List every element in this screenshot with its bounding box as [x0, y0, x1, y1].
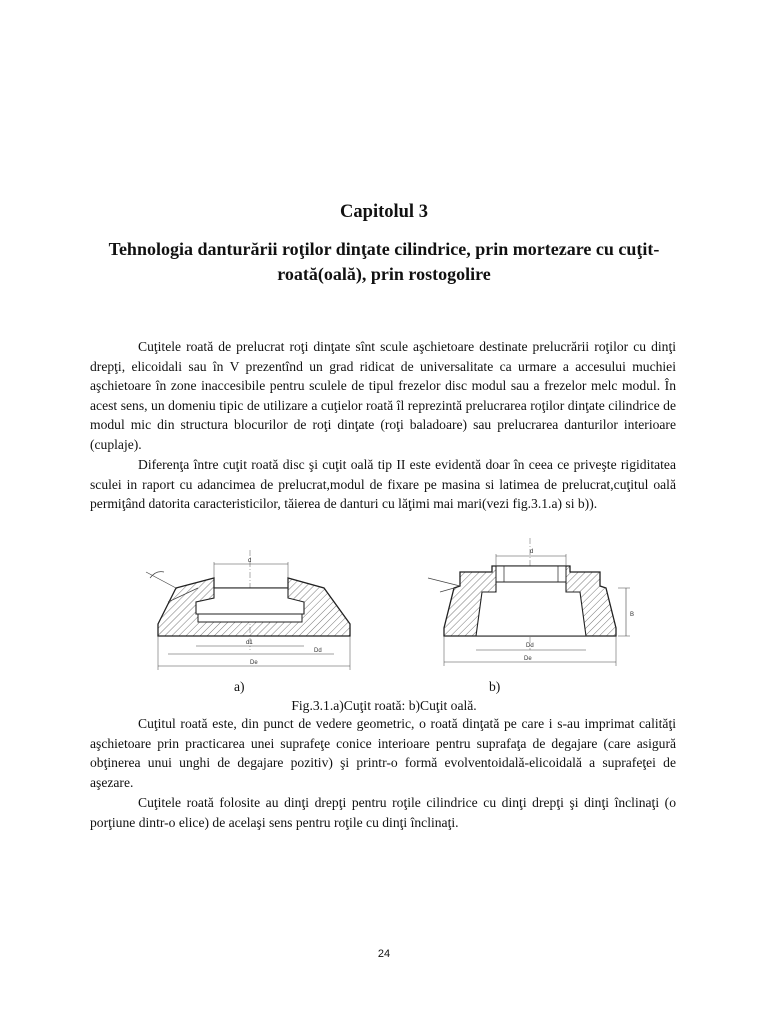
- paragraph-1: Cuţitele roată de prelucrat roţi dinţate sînt scule aşchietoare destinate prelucrării roţilor cu dinţi drepţi, elicoidali sau în V prezentînd un grad ridicat de universalitate ca urmare a accesului muchiei aşchietoare în zone inaccesibile pentru sculele de tipul frezelor disc modul sau a frezelor melc modul. În acest sens, un domeniu tipic de utilizare a cuţielor roată îl reprezintă prelucrarea roţilor dinţate cilindrice de modul mic din structura blocurilor de roţi dinţate (roţi baladoare) sau prelucrarea danturilor interioare (cuplaje).: [90, 339, 676, 452]
- paragraph-4: Cuţitele roată folosite au dinţi drepţi pentru roţile cilindrice cu dinţi drepţi şi dinţi înclinaţi (o porţiune dintr-o elice) de acelaşi sens pentru roţile cu dinţi înclinaţi.: [90, 795, 676, 830]
- dim-de-label-b: De: [524, 656, 532, 662]
- chapter-heading: Capitolul 3: [340, 202, 428, 222]
- page-number: 24: [377, 948, 391, 960]
- figure-b-cup-cutter-drawing: [420, 532, 644, 678]
- figure-label-a: a): [234, 679, 245, 694]
- chapter-title: Tehnologia danturării roţilor dinţate cilindrice, prin mortezare cu cuţit-roată(oală), prin rostogolire: [108, 239, 660, 284]
- dim-dd-label-b: Dd: [526, 643, 534, 649]
- dim-d-label: d: [248, 558, 252, 564]
- dim-b-label: B: [630, 612, 635, 618]
- figure-caption: Fig.3.1.a)Cuţit roată: b)Cuţit oală.: [291, 698, 477, 713]
- dim-dd-label: Dd: [314, 648, 322, 654]
- dim-de-label: De: [250, 660, 258, 666]
- dim-d1-label: d1: [246, 640, 253, 646]
- paragraph-2: Diferenţa între cuţit roată disc şi cuţit oală tip II este evidentă doar în ceea ce priveşte rigiditatea sculei in raport cu adancimea de prelucrat,modul de fixare pe masina si latimea de prelucrat,cuţitul oală permiţând datorita caracteristicilor, tăierea de danturi cu lăţimi mai mari(vezi fig.3.1.a) si b)).: [90, 457, 676, 512]
- paragraph-3: Cuţitul roată este, din punct de vedere geometric, o roată dinţată pe care i s-au imprimat calităţi aşchietoare prin practicarea unei suprafeţe conice interioare pentru suprafaţa de degajare (care asigură obţinerea unui unghi de degajare pozitiv) şi printr-o formă evolventoidală-elicoidală a suprafeţei de aşezare.: [90, 716, 676, 790]
- figure-a-disc-cutter-drawing: [138, 542, 362, 678]
- dim-d-label-b: d: [530, 549, 534, 555]
- figure-label-b: b): [489, 679, 501, 694]
